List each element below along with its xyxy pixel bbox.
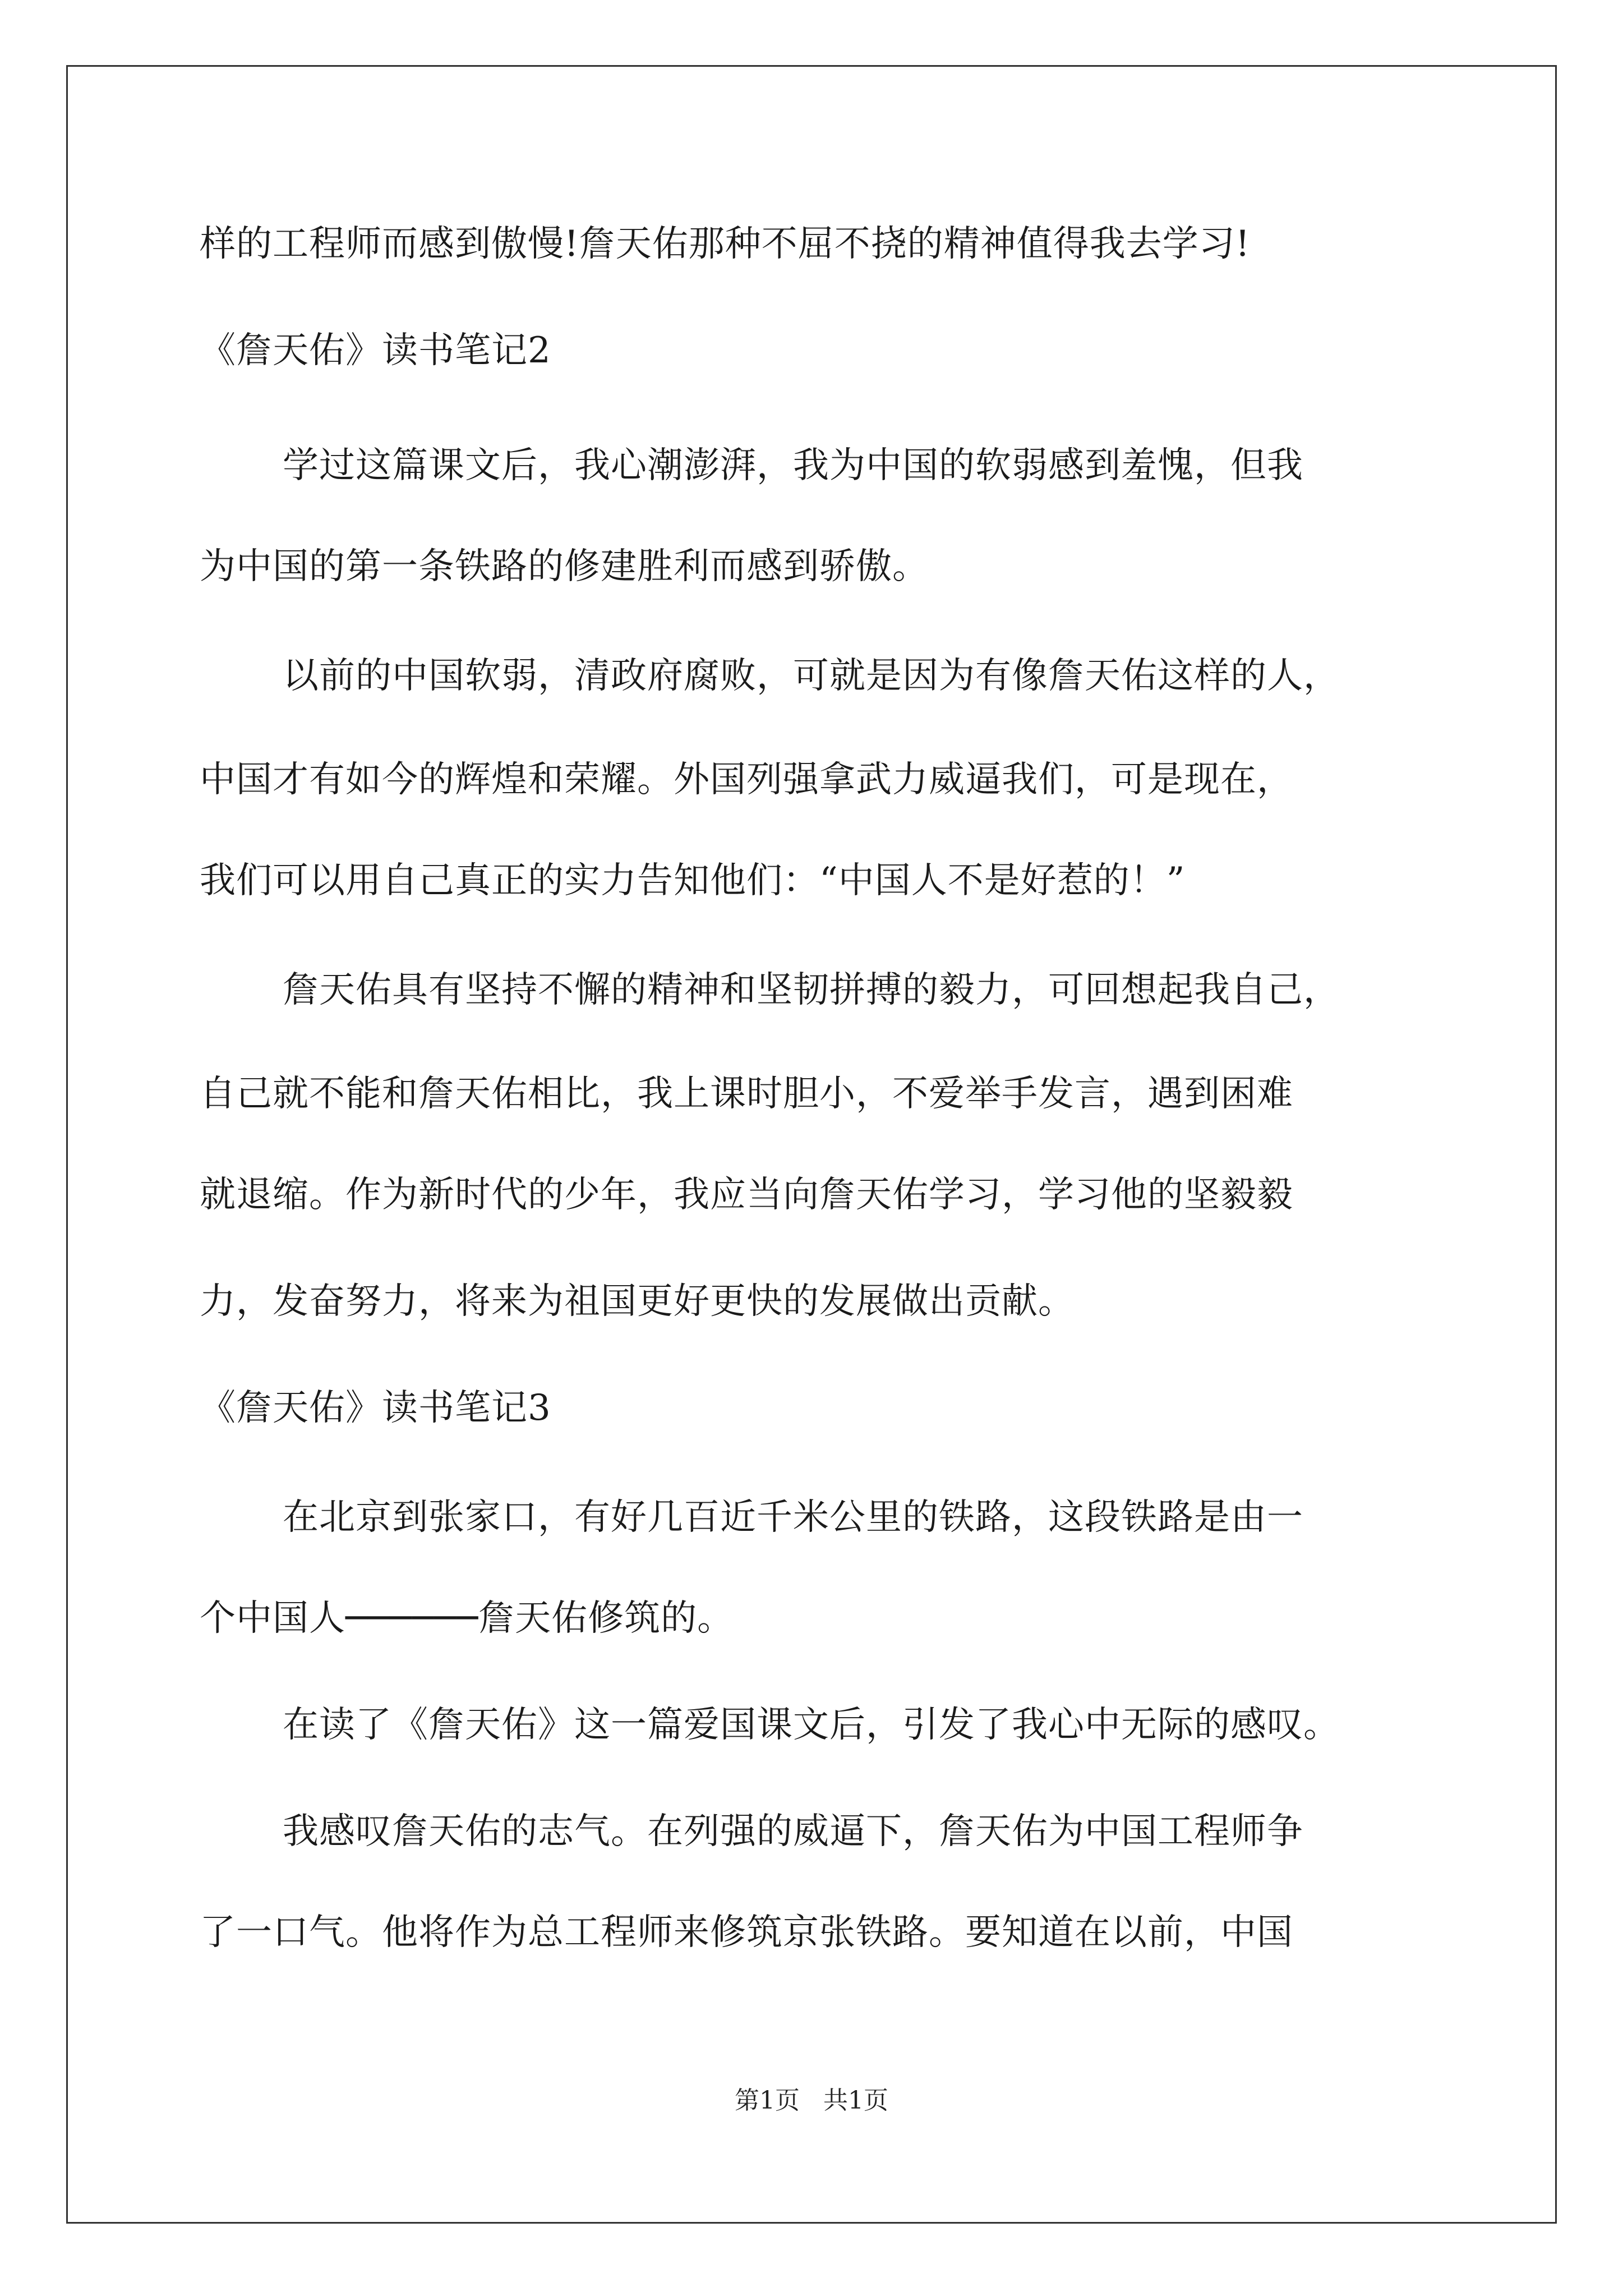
paragraph-line: 詹天佑具有坚持不懈的精神和坚韧拼搏的毅力，可回想起我自己， <box>283 969 1340 1011</box>
paragraph-line-continuation: 样的工程师而感到傲慢!詹天佑那种不屈不挠的精神值得我去学习! <box>200 223 1251 265</box>
section-heading-2: 《詹天佑》读书笔记2 <box>200 330 551 371</box>
paragraph-line: 了一口气。他将作为总工程师来修筑京张铁路。要知道在以前，中国 <box>200 1912 1293 1953</box>
paragraph-line: 在北京到张家口，有好几百近千米公里的铁路，这段铁路是由一 <box>283 1497 1303 1538</box>
paragraph-line: 在读了《詹天佑》这一篇爱国课文后，引发了我心中无际的感叹。 <box>283 1704 1340 1746</box>
paragraph-line: 学过这篇课文后，我心潮澎湃，我为中国的软弱感到羞愧，但我 <box>283 445 1303 486</box>
paragraph-line: 就退缩。作为新时代的少年，我应当向詹天佑学习，学习他的坚毅毅 <box>200 1174 1293 1216</box>
paragraph-line: 为中国的第一条铁路的修建胜利而感到骄傲。 <box>200 546 929 587</box>
page-number-footer: 第1页 共1页 <box>735 2086 888 2115</box>
paragraph-line: 我们可以用自己真正的实力告知他们：“中国人不是好惹的！” <box>200 860 1186 901</box>
paragraph-line: 以前的中国软弱，清政府腐败，可就是因为有像詹天佑这样的人， <box>283 655 1340 697</box>
page-border <box>66 65 1557 2224</box>
paragraph-line: 力，发奋努力，将来为祖国更好更快的发展做出贡献。 <box>200 1281 1075 1322</box>
section-heading-3: 《詹天佑》读书笔记3 <box>200 1387 551 1429</box>
paragraph-line: 中国才有如今的辉煌和荣耀。外国列强拿武力威逼我们，可是现在， <box>200 759 1293 800</box>
paragraph-line: 我感叹詹天佑的志气。在列强的威逼下，詹天佑为中国工程师争 <box>283 1811 1303 1852</box>
paragraph-line: 个中国人──────詹天佑修筑的。 <box>200 1598 734 1639</box>
paragraph-line: 自己就不能和詹天佑相比，我上课时胆小，不爱举手发言，遇到困难 <box>200 1073 1293 1115</box>
